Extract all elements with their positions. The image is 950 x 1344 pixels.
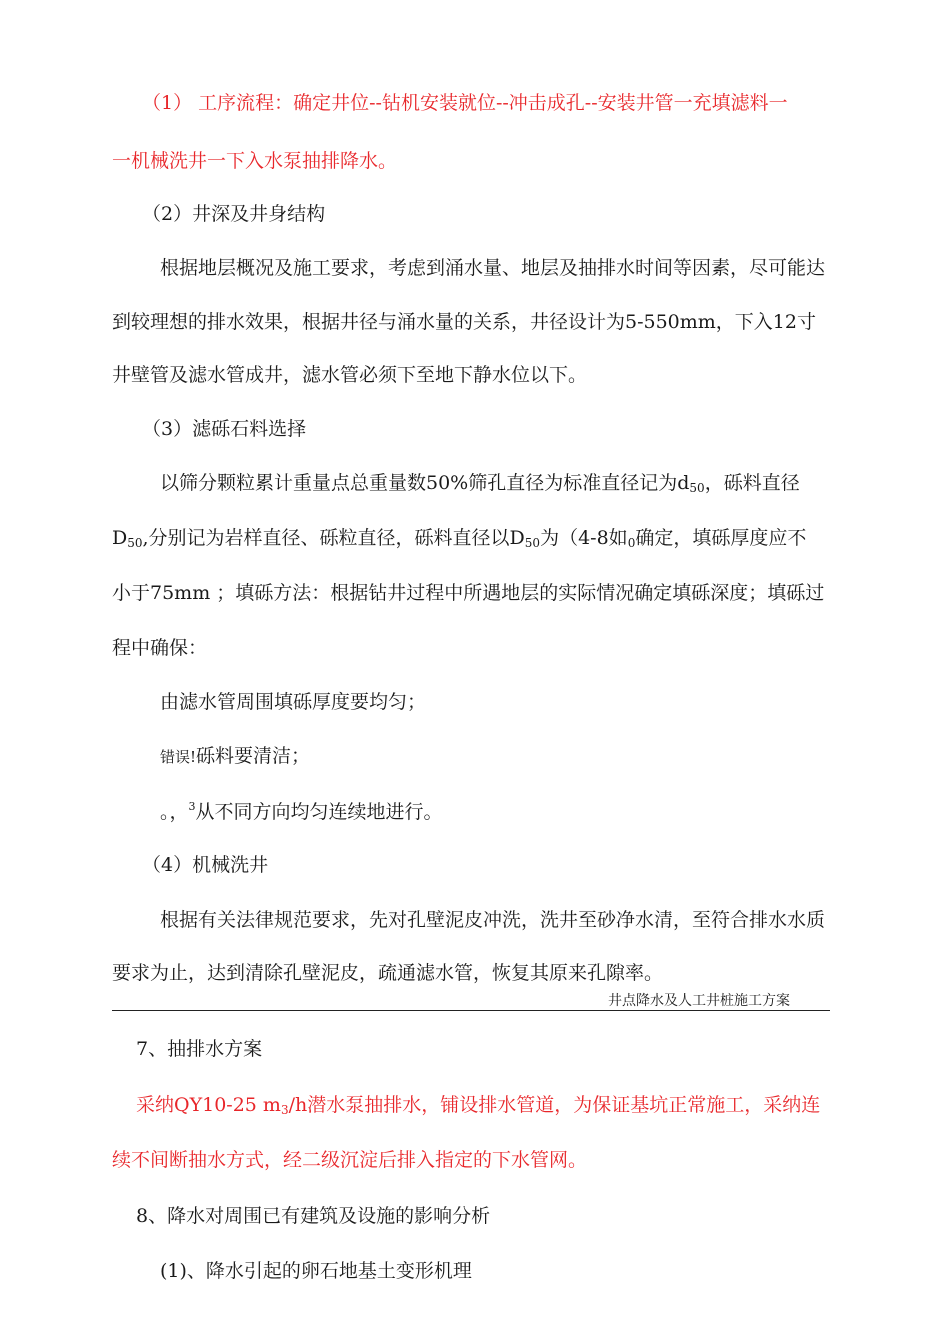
- text-run: D: [112, 527, 128, 549]
- error-marker: 错误!: [160, 748, 197, 766]
- section-8-subheading: (1)、降水引起的卵石地基土变形机理: [160, 1260, 472, 1282]
- section-2-para-line-3: 井壁管及滤水管成井，滤水管必须下至地下静水位以下。: [112, 364, 588, 386]
- text-run: 。，: [160, 801, 189, 823]
- page-header-title: 井点降水及人工井桩施工方案: [608, 993, 790, 1009]
- superscript: 3: [188, 800, 196, 813]
- section-4-heading: （4）机械洗井: [142, 854, 269, 876]
- section-2-heading: （2）井深及井身结构: [142, 203, 326, 225]
- list-item-3: [160, 801, 443, 822]
- section-3-para-line-2: [112, 529, 806, 549]
- subscript: 0: [627, 536, 636, 550]
- subscript: 50: [127, 536, 143, 550]
- text-run: 从不同方向均匀连续地进行。: [195, 801, 443, 823]
- text-run: 确定，填砾厚度应不: [635, 527, 807, 549]
- text-run: ，砾料直径: [704, 472, 800, 494]
- section-3-para-line-4: 程中确保：: [112, 637, 208, 659]
- section-7-heading: 7、抽排水方案: [136, 1038, 263, 1060]
- header-divider: [112, 1010, 830, 1011]
- section-4-para-line-1: 根据有关法律规范要求，先对孔壁泥皮冲洗，洗井至砂净水清，至符合排水水质: [160, 909, 826, 931]
- section-3-para-line-3: 小于75mm ；填砾方法：根据钻井过程中所遇地层的实际情况确定填砾深度；填砾过: [112, 582, 825, 604]
- section-7-para-line-1: [136, 1096, 820, 1116]
- text-run: 采纳QY10-25 m: [136, 1094, 281, 1116]
- text-run: 以筛分颗粒累计重量点总重量数50%筛孔直径为标准直径记为d: [160, 472, 690, 494]
- section-2-para-line-2: 到较理想的排水效果，根据井径与涌水量的关系，井径设计为5-550mm，下入12寸: [112, 311, 816, 333]
- section-7-para-line-2: 续不间断抽水方式，经二级沉淀后排入指定的下水管网。: [112, 1149, 588, 1171]
- process-line-2: 一机械洗井一下入水泵抽排降水。: [112, 150, 398, 172]
- section-8-heading: 8、降水对周围已有建筑及设施的影响分析: [136, 1205, 491, 1227]
- text-run: ,分别记为岩样直径、砾粒直径，砾料直径以D: [142, 527, 525, 549]
- section-3-heading: （3）滤砾石料选择: [142, 418, 307, 440]
- list-item-2: [160, 747, 310, 766]
- text-run: /h潜水泵抽排水，铺设排水管道，为保证基坑正常施工，采纳连: [288, 1094, 821, 1116]
- subscript: 3: [280, 1103, 289, 1117]
- subscript: 50: [689, 481, 705, 495]
- section-3-para-line-1: [160, 474, 800, 494]
- text-run: 砾料要清洁；: [196, 745, 311, 767]
- text-run: 为（4-8如: [540, 527, 628, 549]
- section-4-para-line-2: 要求为止，达到清除孔壁泥皮，疏通滤水管，恢复其原来孔隙率。: [112, 962, 664, 984]
- section-2-para-line-1: 根据地层概况及施工要求，考虑到涌水量、地层及抽排水时间等因素，尽可能达: [160, 257, 826, 279]
- list-item-1: 由滤水管周围填砾厚度要均匀；: [160, 691, 427, 713]
- process-line-1: （1） 工序流程：确定井位--钻机安装就位--冲击成孔--安装井管一充填滤料一: [142, 92, 788, 114]
- subscript: 50: [524, 536, 541, 550]
